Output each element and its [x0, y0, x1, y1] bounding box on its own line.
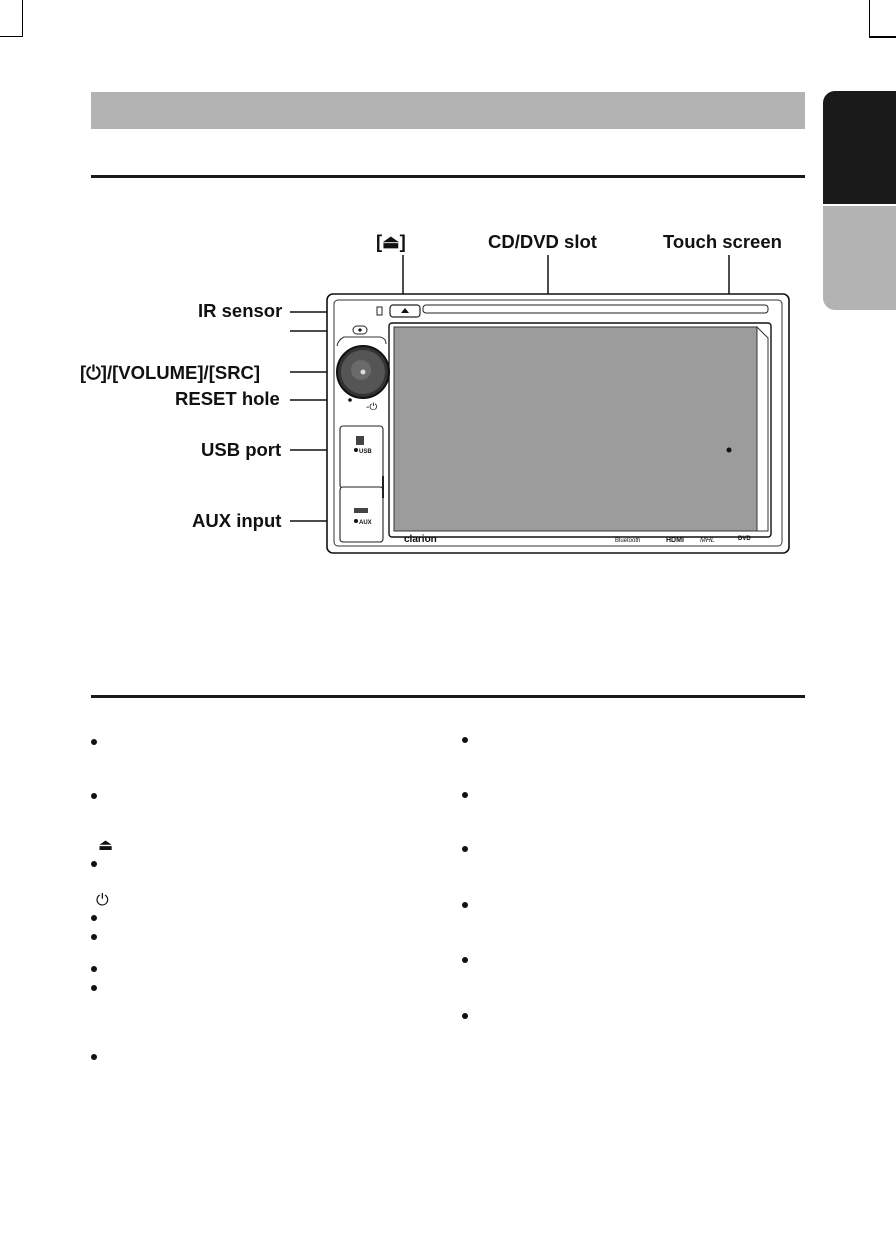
bullet-left-8	[91, 1054, 97, 1060]
bullet-right-4	[462, 902, 468, 908]
power-icon: ⏻	[96, 892, 109, 909]
svg-text:-⏻: -⏻	[366, 402, 378, 413]
device-illustration	[280, 250, 800, 560]
subsection-rule-bottom	[91, 695, 805, 698]
page-corner-mark	[0, 0, 23, 37]
bullet-right-5	[462, 957, 468, 963]
usb-door-mark: USB	[359, 449, 372, 455]
bullet-left-2	[91, 793, 97, 799]
hdmi-logo: HDMI	[666, 537, 684, 544]
subsection-rule-top	[91, 175, 805, 178]
language-tab-inactive[interactable]	[823, 206, 896, 310]
eject-icon: ⏏	[98, 837, 114, 854]
bullet-left-4	[91, 915, 97, 921]
touch-screen-label: Touch screen	[663, 231, 782, 252]
section-header-band	[91, 92, 805, 129]
slot-label: CD/DVD slot	[488, 231, 597, 252]
mhl-logo: MHL	[700, 537, 715, 544]
bullet-right-1	[462, 737, 468, 743]
usb-port-label: USB port	[201, 439, 282, 460]
bullet-left-6	[91, 966, 97, 972]
language-tab-active[interactable]	[823, 91, 896, 204]
bullet-right-2	[462, 792, 468, 798]
eject-label: [⏏]	[376, 231, 406, 252]
page-corner-mark-right	[869, 0, 870, 36]
aux-door-mark: AUX	[359, 520, 372, 526]
reset-hole-label: RESET hole	[175, 388, 280, 409]
ir-sensor-label: IR sensor	[198, 300, 283, 321]
bluetooth-logo: Bluetooth	[615, 538, 641, 544]
aux-input-label: AUX input	[192, 510, 282, 531]
bullet-left-5	[91, 934, 97, 940]
page-corner-mark-right-h	[869, 36, 896, 38]
volume-label: [⏻]/[VOLUME]/[SRC]	[80, 362, 261, 383]
bullet-left-1	[91, 739, 97, 745]
dvd-logo: DVD	[738, 536, 751, 542]
bullet-left-7	[91, 985, 97, 991]
bullet-right-6	[462, 1013, 468, 1019]
bullet-right-3	[462, 846, 468, 852]
bullet-left-3	[91, 861, 97, 867]
brand-logo: clarion	[404, 534, 437, 545]
